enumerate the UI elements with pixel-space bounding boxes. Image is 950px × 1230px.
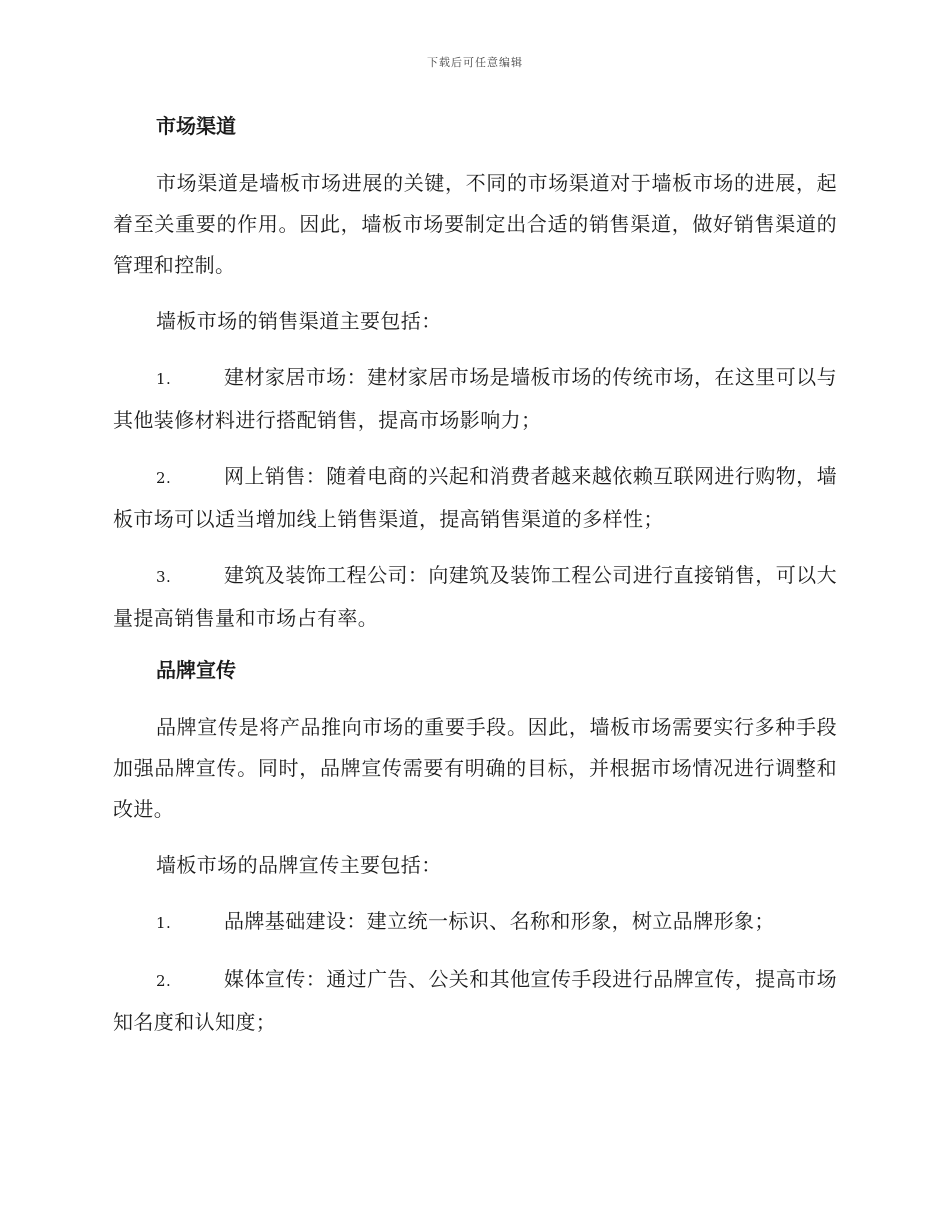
page-header-note: 下载后可任意编辑 (427, 56, 523, 69)
paragraph-channels-list-intro: 墙板市场的销售渠道主要包括： (156, 309, 442, 333)
section-heading-market-channels: 市场渠道 (156, 114, 236, 138)
list-item (113, 357, 837, 441)
list-item-text: 品牌基础建设：建立统一标识、名称和形象，树立品牌形象； (224, 909, 775, 933)
paragraph-brand-intro: 品牌宣传是将产品推向市场的重要手段。因此，墙板市场需要实行多种手段加强品牌宣传。同时，品牌宣传需要有明确的目标，并根据市场情况进行调整和改进。 (113, 715, 837, 821)
list-item-text: 网上销售：随着电商的兴起和消费者越来越依赖互联网进行购物，墙板市场可以适当增加线上销售渠道，提高销售渠道的多样性； (113, 464, 837, 531)
paragraph-brand-list-intro: 墙板市场的品牌宣传主要包括： (156, 853, 442, 877)
paragraph-channels-intro: 市场渠道是墙板市场进展的关键，不同的市场渠道对于墙板市场的进展，起着至关重要的作用。因此，墙板市场要制定出合适的销售渠道，做好销售渠道的管理和控制。 (113, 171, 837, 277)
list-item-number: 3. (156, 568, 172, 586)
list-item-text: 建材家居市场：建材家居市场是墙板市场的传统市场，在这里可以与其他装修材料进行搭配销售，提高市场影响力； (113, 365, 837, 432)
list-item-text: 媒体宣传：通过广告、公关和其他宣传手段进行品牌宣传，提高市场知名度和认知度； (113, 967, 837, 1034)
section-heading-brand-promotion: 品牌宣传 (156, 658, 236, 682)
list-item (113, 456, 837, 540)
list-item-number: 1. (156, 914, 172, 932)
list-item (113, 959, 837, 1043)
list-item-number: 2. (156, 469, 172, 487)
list-item (113, 901, 837, 944)
list-item-number: 2. (156, 972, 172, 990)
list-item-number: 1. (156, 370, 172, 388)
document-body (113, 110, 837, 1058)
list-item-text: 建筑及装饰工程公司：向建筑及装饰工程公司进行直接销售，可以大量提高销售量和市场占有率。 (113, 563, 837, 630)
list-item (113, 555, 837, 639)
